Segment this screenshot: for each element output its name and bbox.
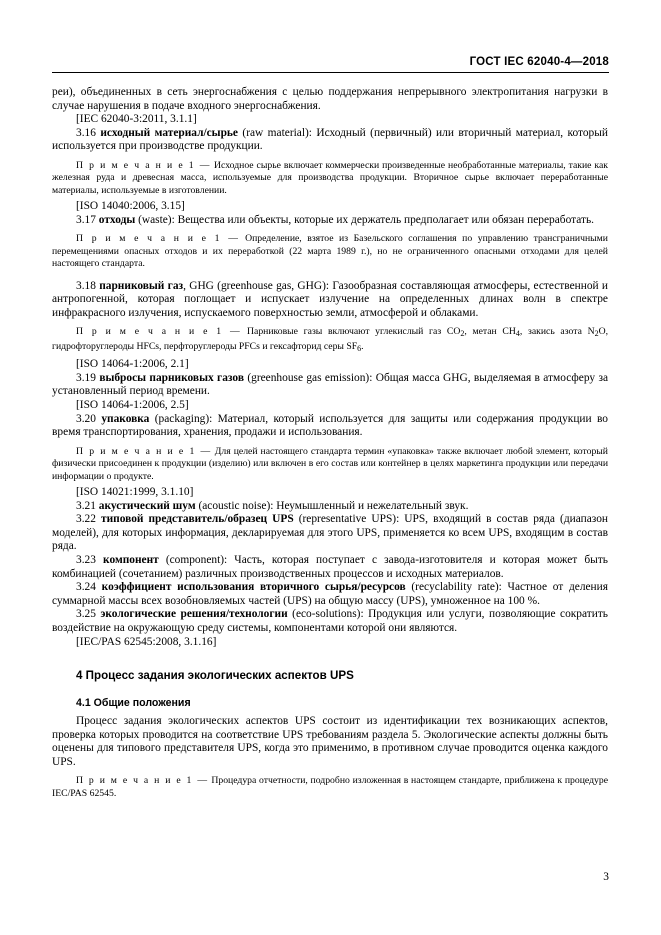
note-text: Для целей настоящего стандарта термин «упаковка» также включает любой элемент, который физически присоединен к продукции (изделию) или включен в его состав или контейнер в целях маркетинга продукции или передачи информации о продукте. <box>52 445 608 482</box>
term-label: коэффициент использования вторичного сырья/ресурсов <box>101 581 406 594</box>
term-number: 3.23 <box>76 553 96 566</box>
note-text-b: , метан CH <box>464 326 516 338</box>
subscript-2b: 2 <box>594 329 599 339</box>
term-label: отходы <box>98 213 136 226</box>
note-3-16 <box>52 160 608 197</box>
note-text: Определение, взятое из Базельского соглашения по управлению трансграничными перемещениями опасных отходов и их переработкой (22 марта 1989 г.), но не ограниченного опасными отходами для целей настоящего стандарта. <box>52 233 608 270</box>
term-entry-3-22 <box>52 513 608 554</box>
term-definition: (packaging): Материал, который используется для защиты или содержания продукции во время транспортирования, хранения, продажи и использования. <box>52 412 608 439</box>
section-heading-4: 4 Процесс задания экологических аспектов UPS <box>76 669 354 683</box>
term-number: 3.17 <box>76 213 96 226</box>
term-entry-3-19 <box>52 372 608 399</box>
term-label: выбросы парниковых газов <box>99 371 244 384</box>
section-4-1-paragraph: Процесс задания экологических аспектов UPS состоит из идентификации тех возникающих аспектов, проверка которых проводится на соответствие UPS требованиям раздела 5. Экологические аспекты должны быть оценены для типового представителя UPS, когда это применимо, в противном случае проводится оценка каждого UPS. <box>52 715 608 768</box>
note-text-a: Парниковые газы включают углекислый газ CO <box>241 326 461 338</box>
term-number: 3.25 <box>76 608 96 621</box>
note-label: П р и м е ч а н и е 1 — <box>76 233 240 245</box>
term-entry-3-20 <box>52 413 608 440</box>
term-label: типовой представитель/образец UPS <box>100 513 294 526</box>
note-label: П р и м е ч а н и е 1 — <box>76 326 242 338</box>
term-number: 3.24 <box>76 581 96 594</box>
note-3-17 <box>52 233 608 270</box>
reference-citation: [IEC 62040-3:2011, 3.1.1] <box>76 113 197 126</box>
term-entry-3-16 <box>52 127 608 154</box>
page-header: ГОСТ IEC 62040-4—2018 <box>469 56 609 68</box>
term-number: 3.21 <box>76 499 96 512</box>
term-entry-3-17 <box>52 214 608 228</box>
term-definition: (recyclability rate): Частное от деления суммарной массы всех возобновляемых частей (UPS) на общую массу (UPS), умноженное на 100 %. <box>52 581 608 607</box>
term-definition: , GHG (greenhouse gas, GHG): Газообразная составляющая атмосферы, естественной и антропогенной, которая поглощает и испускает излучение на определенных длинах волн в спектре инфракрасного излучения, испускаемого поверхностью земли, атмосферой и облаками. <box>52 279 608 319</box>
reference-citation: [ISO 14064-1:2006, 2.5] <box>76 398 189 411</box>
term-definition: (greenhouse gas emission): Общая масса GHG, выделяемая в атмосферу за установленный период времени. <box>52 371 609 398</box>
term-entry-3-24 <box>52 581 608 608</box>
term-entry-3-23 <box>52 554 608 581</box>
continued-paragraph: реи), объединенных в сеть энергоснабжения с целью поддержания непрерывного электропитания нагрузки в случае нарушения в подаче входного энергоснабжения. <box>52 86 608 112</box>
note-3-20 <box>52 446 608 483</box>
document-body <box>52 86 608 800</box>
page-number: 3 <box>603 871 609 883</box>
term-definition: (eco-solutions): Продукция или услуги, позволяющие сократить воздействие на окружающую среду системы, компонентами которой они являются. <box>52 608 608 634</box>
term-label: упаковка <box>101 412 150 425</box>
term-label: компонент <box>103 553 159 566</box>
section-heading-4-1: 4.1 Общие положения <box>76 697 191 710</box>
term-number: 3.19 <box>76 371 96 384</box>
reference-citation: [ISO 14040:2006, 3.15] <box>76 200 185 213</box>
note-label: П р и м е ч а н и е 1 — <box>76 445 212 457</box>
term-definition: (raw material): Исходный (первичный) или вторичный материал, который используется при производстве продукции. <box>52 126 609 153</box>
term-entry-3-21 <box>52 500 608 514</box>
note-text-d: O, гидрофторуглероды HFCs, перфторуглероды PFCs и гексафторид серы SF <box>52 326 608 352</box>
note-text: Исходное сырье включает коммерчески произведенные необработанные материалы, такие как железная руда и древесная масса, используемые для производства продукции. Вторичное сырье включает переработанные материалы, используемые в изготовлении. <box>52 159 608 196</box>
term-definition: (waste): Вещества или объекты, которые их держатель предполагает или обязан переработать. <box>135 213 595 226</box>
note-label: П р и м е ч а н и е 1 — <box>76 775 209 787</box>
term-label: парниковый газ <box>99 279 184 292</box>
term-label: акустический шум <box>98 499 196 512</box>
term-number: 3.22 <box>76 513 96 526</box>
term-definition: (acoustic noise): Неумышленный и нежелательный звук. <box>195 499 469 512</box>
term-entry-3-25 <box>52 608 608 635</box>
reference-citation: [ISO 14064-1:2006, 2.1] <box>76 358 189 371</box>
term-definition: (representative UPS): UPS, входящий в состав ряда (диапазон моделей), для которых информация, декларируемая для этого UPS, применяется ко всем UPS, входящим в состав ряда. <box>52 513 608 553</box>
term-label: экологические решения/технологии <box>100 608 288 621</box>
subscript-6: 6 <box>357 343 362 353</box>
subscript-2: 2 <box>460 329 465 339</box>
note-text-e: . <box>361 340 364 352</box>
term-number: 3.16 <box>76 126 96 139</box>
note-text: Процедура отчетности, подробно изложенная в настоящем стандарте, приближена к процедуре IEC/PAS 62545. <box>52 775 608 799</box>
reference-citation: [IEC/PAS 62545:2008, 3.1.16] <box>76 635 217 648</box>
term-label: исходный материал/сырье <box>100 126 238 139</box>
subscript-4: 4 <box>515 329 520 339</box>
note-4-1 <box>52 775 608 800</box>
term-definition: (component): Часть, которая поступает с завода-изготовителя и которая может быть комбинацией (сочетанием) различных производственных процессов и исходных материалов. <box>52 553 608 580</box>
reference-citation: [ISO 14021:1999, 3.1.10] <box>76 485 194 498</box>
term-entry-3-18 <box>52 280 608 321</box>
note-label: П р и м е ч а н и е 1 — <box>76 159 212 171</box>
note-text-c: , закись азота N <box>519 326 595 338</box>
note-3-18 <box>52 326 608 355</box>
header-divider <box>52 72 609 73</box>
term-number: 3.20 <box>76 412 96 425</box>
term-number: 3.18 <box>76 279 96 292</box>
